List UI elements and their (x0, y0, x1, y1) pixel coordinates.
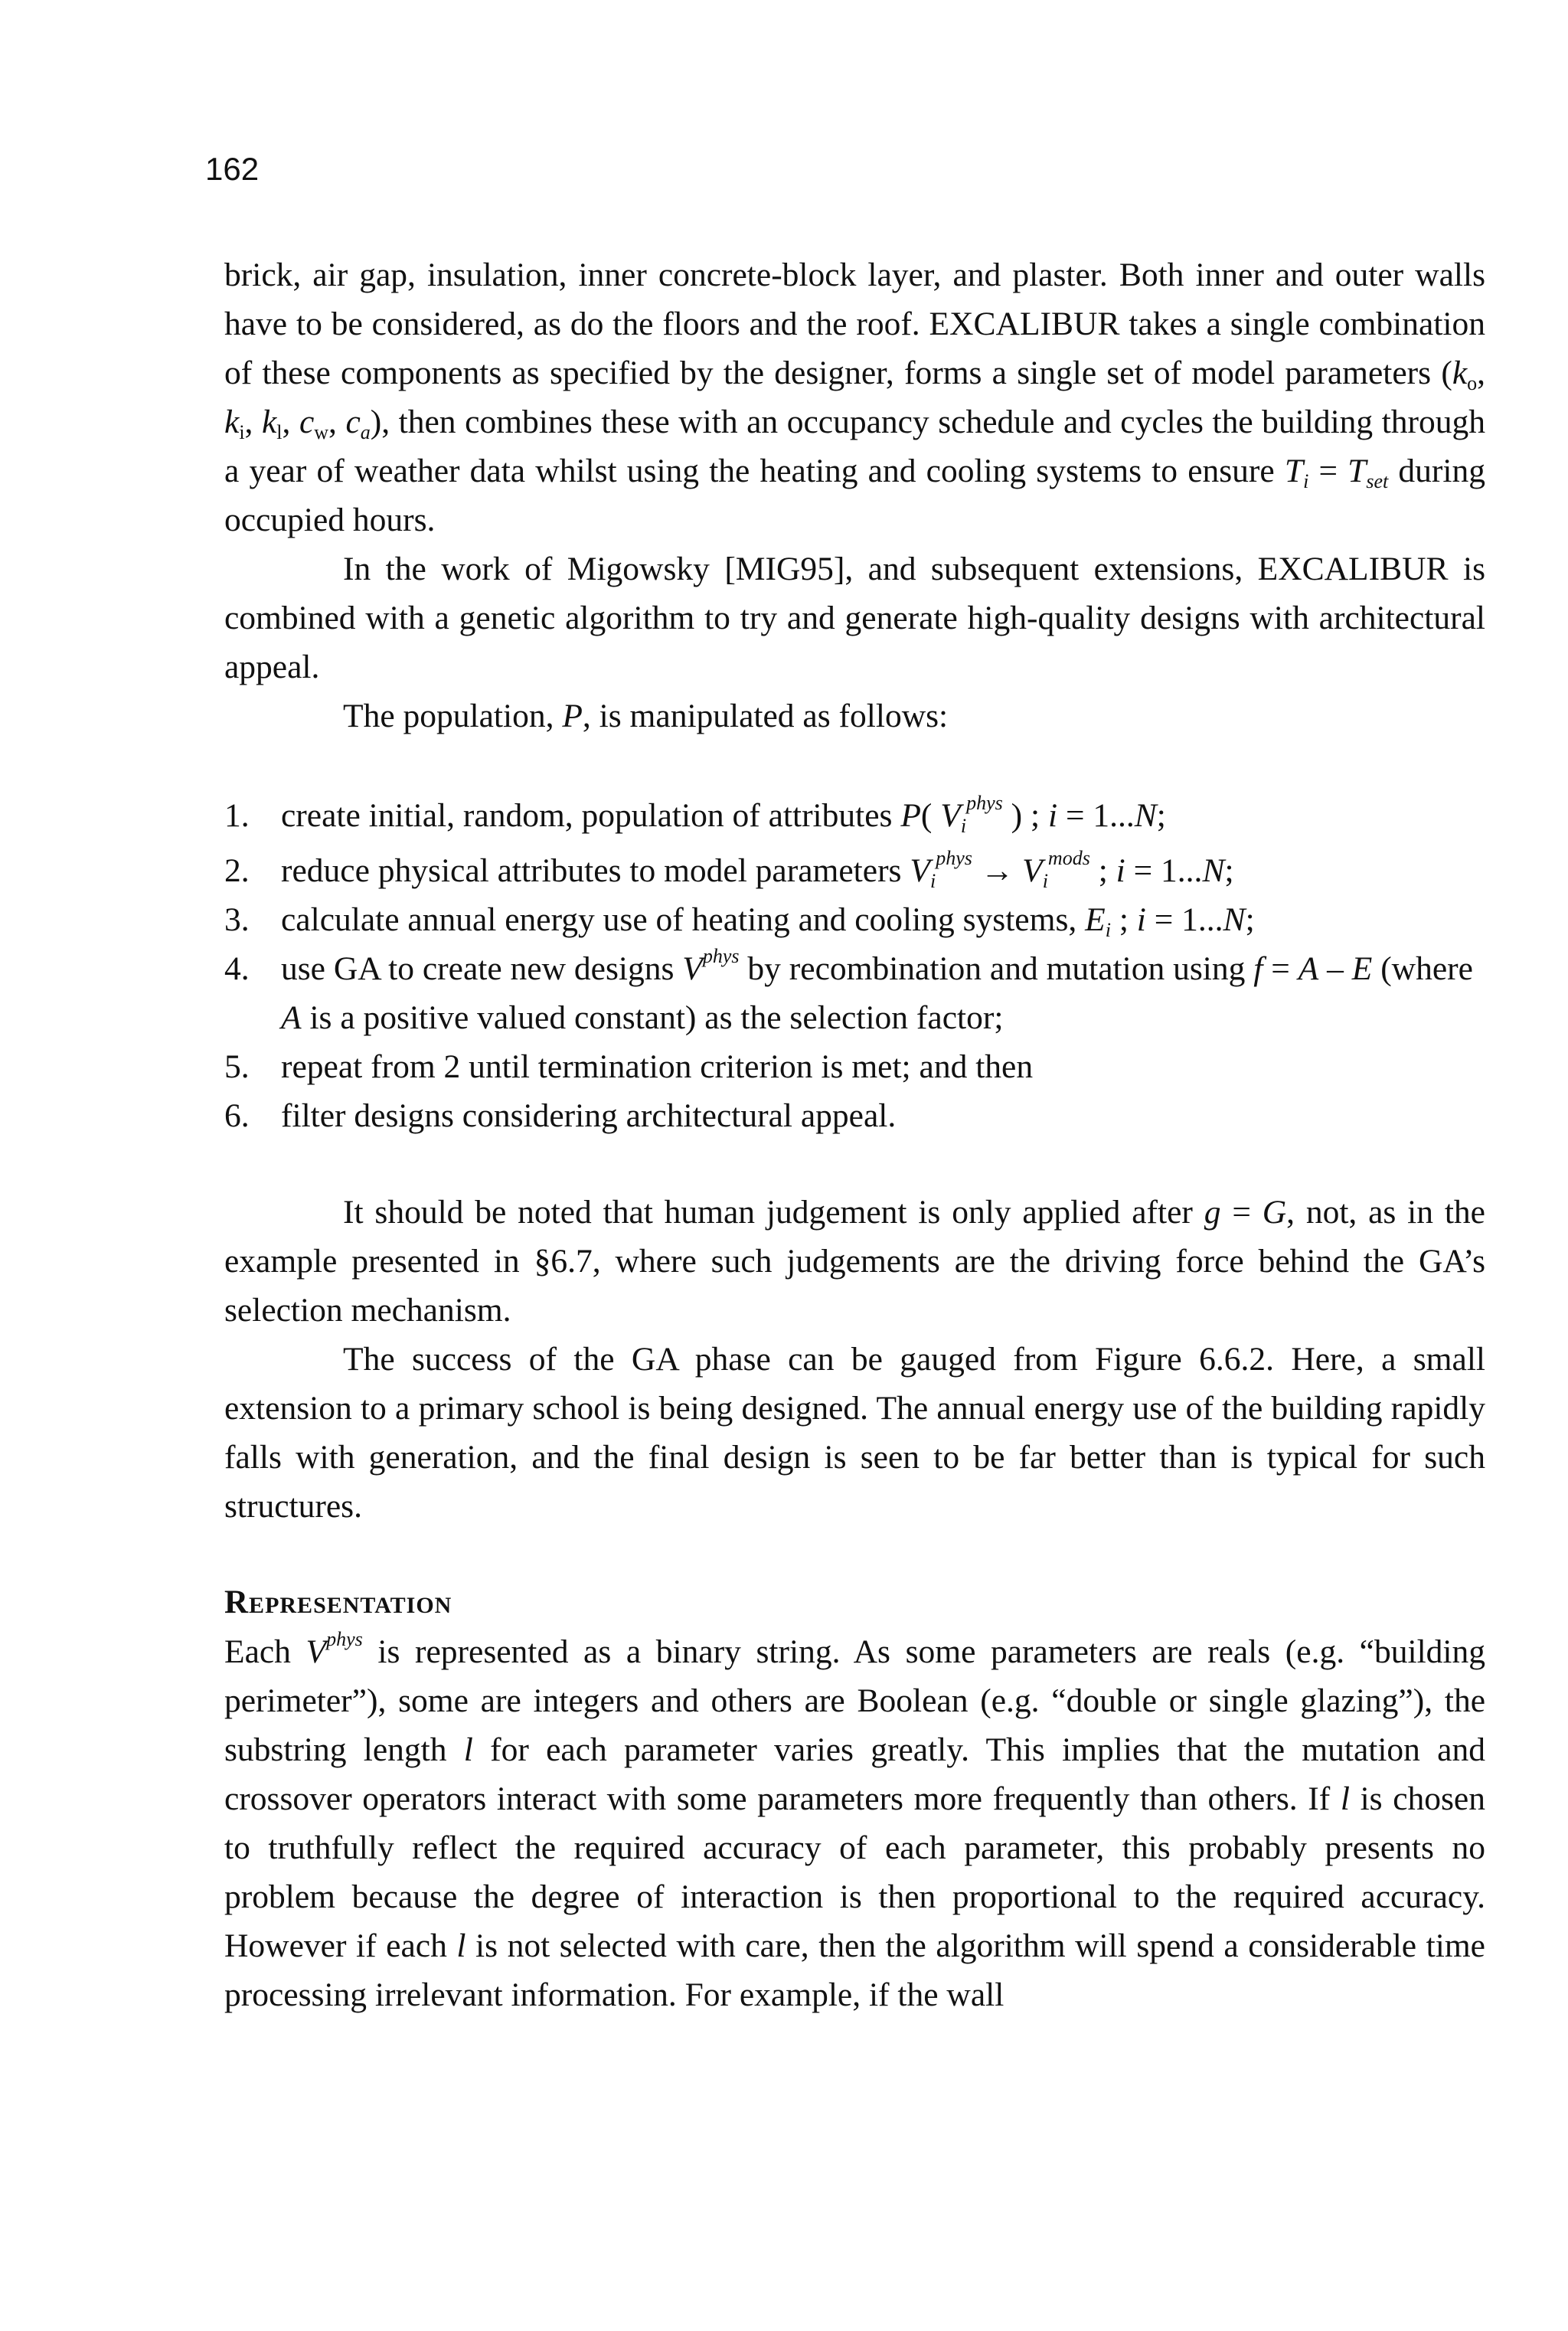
paragraph-representation: Each $V^{phys}$ is represented as a binary string. As some parameters are reals (e.g. “building perimeter”), some are integers and others are Boolean (e.g. “double or single glazing”), the substring length l for each parameter varies greatly. This implies that the mutation and crossover operators interact with some parameters more frequently than others. If l is chosen to truthfully reflect the required accuracy of each parameter, this probably presents no problem because the degree of interaction is then proportional to the required accuracy. However if each l is not selected with care, then the algorithm will spend a considerable time processing irrelevant information. For example, if the wall (224, 1628, 1485, 2013)
list-item: 3. calculate annual energy use of heating and cooling systems, $E_i$ ; i = 1...N; (224, 901, 1255, 941)
list-item: 4. use GA to create new designs $V^{phys}$ by recombination and mutation using f = A – E (where A is a positive valued constant) as the selection factor; (224, 945, 1473, 1036)
page-number: 162 (205, 151, 260, 187)
algorithm-steps-list (224, 791, 1485, 1140)
paragraph-human-judgement: It should be noted that human judgement is only applied after g = G, not, as in the example presented in §6.7, where such judgements are the driving force behind the GA’s selection mechanism. (224, 1194, 1485, 1329)
paragraph-migowsky: In the work of Migowsky [MIG95], and subsequent extensions, EXCALIBUR is combined with a genetic algorithm to try and generate high-quality designs with architectural appeal. (224, 551, 1485, 685)
list-item: 2. reduce physical attributes to model parameters $V_i^{phys} \to V_i^{mods}$ ; i = 1...N; (224, 847, 1234, 892)
list-item: 5. repeat from 2 until termination criterion is met; and then (224, 1048, 1034, 1085)
paragraph-population-intro: The population, P, is manipulated as follows: (343, 698, 949, 734)
paragraph-ga-success: The success of the GA phase can be gauged from Figure 6.6.2. Here, a small extension to a primary school is being designed. The annual energy use of the building rapidly falls with generation, and the final design is seen to be far better than is typical for such structures. (224, 1341, 1485, 1525)
section-heading: Representation (224, 1584, 452, 1620)
list-item: 1. create initial, random, population of attributes P( $V_i^{phys}$ ) ; i = 1...N; (224, 792, 1166, 837)
page-body (224, 250, 1485, 2019)
paragraph-excalibur-model: brick, air gap, insulation, inner concrete-block layer, and plaster. Both inner and outer walls have to be considered, as do the floors and the roof. EXCALIBUR takes a single combination of these components as specified by the designer, forms a single set of model parameters ($k_o$, $k_i$, $k_l$, $c_w$, $c_a$), then combines these with an occupancy schedule and cycles the building through a year of weather data whilst using the heating and cooling systems to ensure $T_i = T_{set}$ during occupied hours. (224, 257, 1486, 538)
list-item: 6. filter designs considering architectural appeal. (224, 1097, 897, 1134)
